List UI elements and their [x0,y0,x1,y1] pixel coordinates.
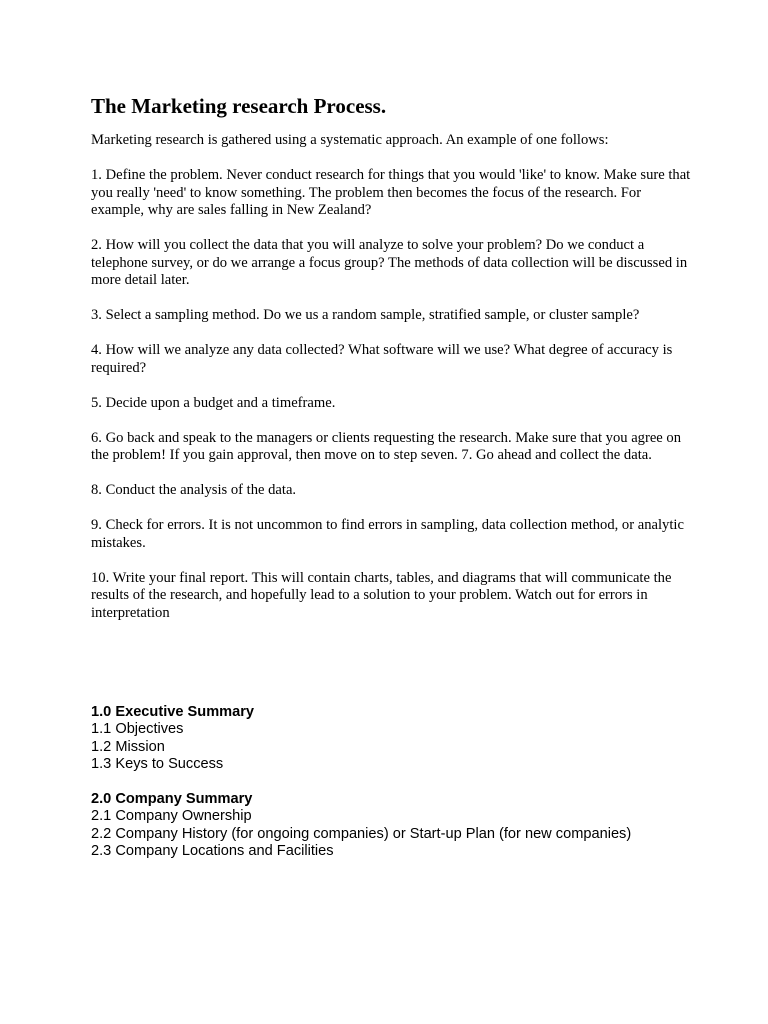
outline-item-company-history: 2.2 Company History (for ongoing companies) or Start-up Plan (for new companies) [91,825,632,842]
step-3-paragraph: 3. Select a sampling method. Do we us a random sample, stratified sample, or cluster sample? [91,307,640,323]
step-5-paragraph: 5. Decide upon a budget and a timeframe. [91,394,336,411]
step-8-paragraph: 8. Conduct the analysis of the data. [91,482,297,498]
document-page [91,93,691,878]
outline-section-1 [91,704,691,774]
outline-item-company-locations: 2.3 Company Locations and Facilities [91,843,334,859]
step-10-paragraph: 10. Write your final report. This will contain charts, tables, and diagrams that will communicate the results of the research, and hopefully lead to a solution to your problem. Watch out for errors in interpretation [91,569,672,621]
section-spacer [91,640,691,704]
outline-item-mission: 1.2 Mission [91,738,165,755]
step-6-paragraph: 6. Go back and speak to the managers or clients requesting the research. Make sure that you agree on the problem! If you gain approval, then move on to step seven. 7. Go ahead and collect the data. [91,429,682,463]
step-4-paragraph: 4. How will we analyze any data collected? What software will we use? What degree of accuracy is required? [91,342,673,376]
step-2-paragraph: 2. How will you collect the data that you will analyze to solve your problem? Do we conduct a telephone survey, or do we arrange a focus group? The methods of data collection will be discussed in more detail later. [91,237,688,288]
page-title: The Marketing research Process. [91,94,387,118]
section-heading-company-summary: 2.0 Company Summary [91,790,253,807]
step-1-paragraph: 1. Define the problem. Never conduct research for things that you would 'like' to know. Make sure that you really 'need' to know something. The problem then becomes the focus of the research. For example, why are sales falling in New Zealand? [91,167,691,218]
outline-item-keys-to-success: 1.3 Keys to Success [91,756,224,772]
outline-section-2 [91,791,691,861]
intro-paragraph: Marketing research is gathered using a systematic approach. An example of one follows: [91,132,609,148]
outline-item-objectives: 1.1 Objectives [91,721,184,737]
step-9-paragraph: 9. Check for errors. It is not uncommon to find errors in sampling, data collection method, or analytic mistakes. [91,517,684,551]
outline-item-company-ownership: 2.1 Company Ownership [91,808,252,824]
section-heading-executive-summary: 1.0 Executive Summary [91,703,255,720]
